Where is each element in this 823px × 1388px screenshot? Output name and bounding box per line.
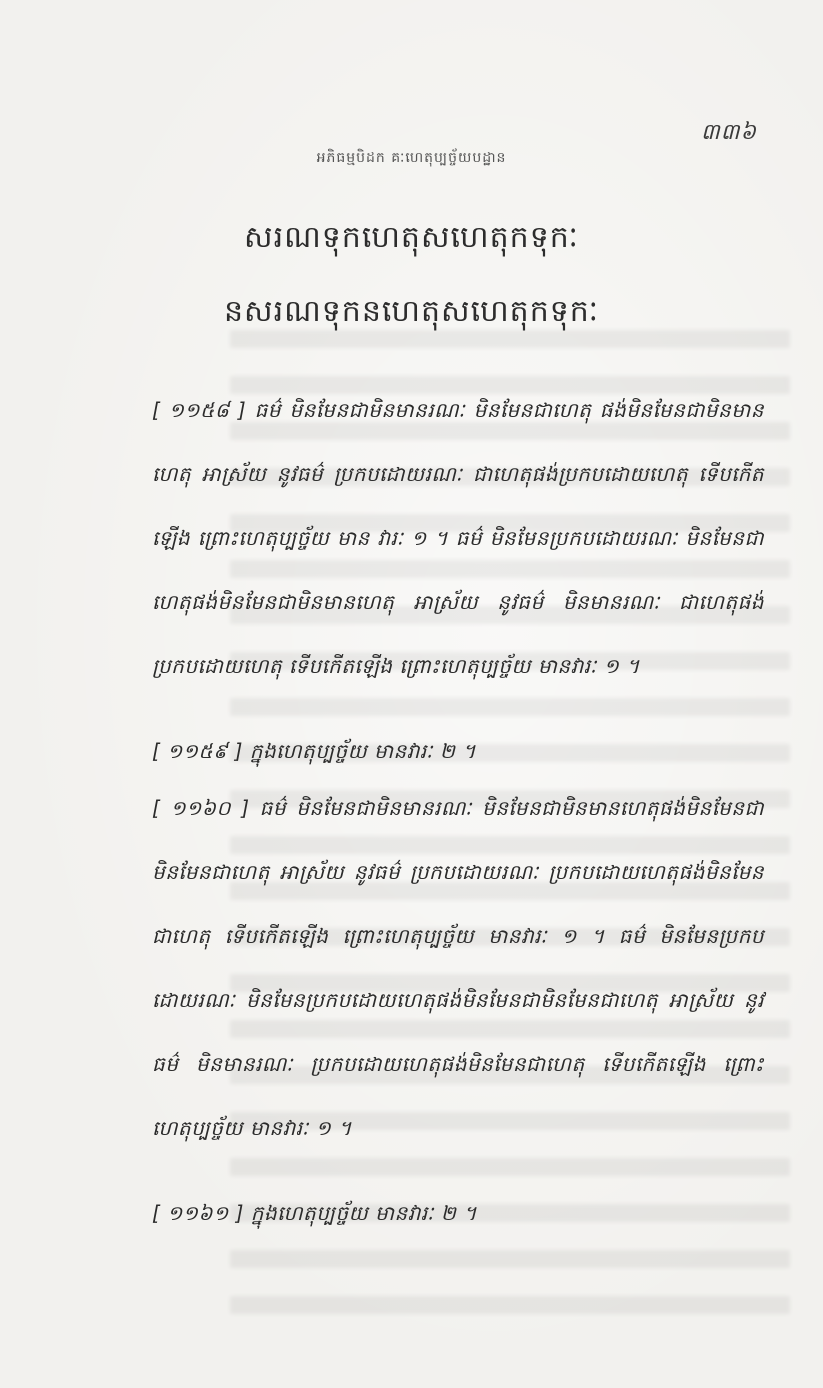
paragraph-1158: [ ១១៥៨ ] ធម៌ មិនមែនជាមិនមានរណៈ មិនមែនជាហេតុ ផង់មិនមែនជាមិនមានហេតុ អាស្រ័យ នូវធម៌ ប្រកបដោយរណៈ ជាហេតុផង់ប្រកបដោយហេតុ ទើបកើតឡើង ព្រោះហេតុប្បច្ច័យ មាន វារៈ ១ ។ ធម៌ មិនមែនប្រកបដោយរណៈ មិនមែនជាហេតុផង់មិនមែនជាមិនមានហេតុ អាស្រ័យ នូវធម៌ មិនមានរណៈ ជាហេតុផង់ប្រកបដោយហេតុ ទើបកើតឡើង ព្រោះហេតុប្បច្ច័យ មានវារៈ ១ ។ xyxy=(152,398,764,678)
section-title-line-2: នសរណទុកនហេតុសហេតុកទុកៈ xyxy=(224,294,599,329)
body-text xyxy=(152,378,764,1238)
paragraph-1161: [ ១១៦១ ] ក្នុងហេតុប្បច្ច័យ មានវារៈ ២ ។ xyxy=(152,1201,477,1225)
section-title-line-1: សរណទុកហេតុសហេតុកទុកៈ xyxy=(244,220,579,255)
page-number: ៣៣៦ xyxy=(700,120,757,145)
running-header: អភិធម្មបិដក គៈហេតុប្បច្ច័យបដ្ឋាន xyxy=(316,150,507,166)
paragraph-1160: [ ១១៦០ ] ធម៌ មិនមែនជាមិនមានរណៈ មិនមែនជាមិនមានហេតុផង់មិនមែនជាមិនមែនជាហេតុ អាស្រ័យ នូវធម៌ ប្រកបដោយរណៈ ប្រកបដោយហេតុផង់មិនមែនជាហេតុ ទើបកើតឡើង ព្រោះហេតុប្បច្ច័យ មានវារៈ ១ ។ ធម៌ មិនមែនប្រកបដោយរណៈ មិនមែនប្រកបដោយហេតុផង់មិនមែនជាមិនមែនជាហេតុ អាស្រ័យ នូវធម៌ មិនមានរណៈ ប្រកបដោយហេតុផង់មិនមែនជាហេតុ ទើបកើតឡើង ព្រោះហេតុប្បច្ច័យ មានវារៈ ១ ។ xyxy=(152,796,764,1140)
paragraph-1159: [ ១១៥៩ ] ក្នុងហេតុប្បច្ច័យ មានវារៈ ២ ។ xyxy=(152,739,476,763)
